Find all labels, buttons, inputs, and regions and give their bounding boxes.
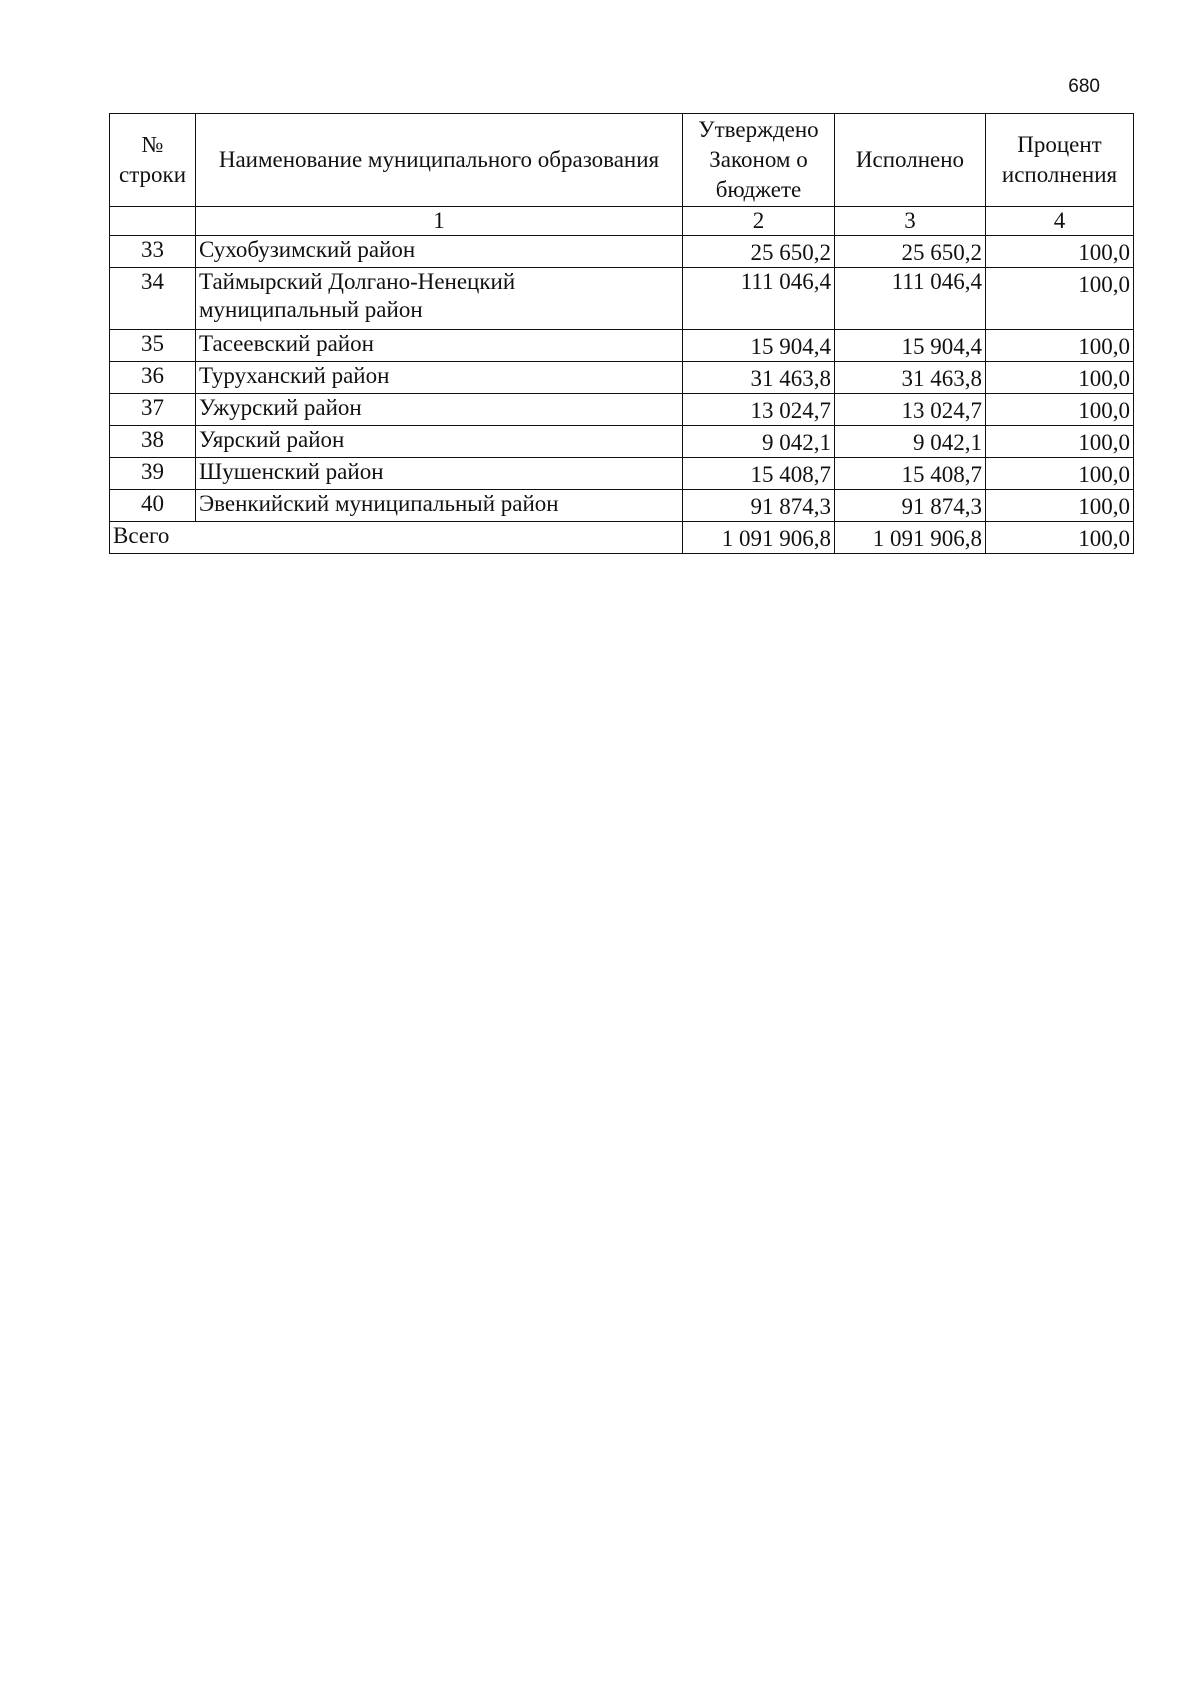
column-index-cell: 2 bbox=[683, 207, 835, 236]
executed-amount: 25 650,2 bbox=[835, 236, 986, 268]
row-number: 38 bbox=[110, 426, 196, 458]
executed-amount: 111 046,4 bbox=[835, 268, 986, 330]
executed-amount: 31 463,8 bbox=[835, 362, 986, 394]
execution-percent: 100,0 bbox=[986, 394, 1134, 426]
header-municipality-name: Наименование муниципального образования bbox=[196, 114, 683, 207]
total-label: Всего bbox=[110, 522, 196, 554]
approved-amount: 15 904,4 bbox=[683, 330, 835, 362]
column-index-cell bbox=[110, 207, 196, 236]
column-index-cell: 3 bbox=[835, 207, 986, 236]
table-row bbox=[110, 426, 1134, 458]
municipality-name: Тасеевский район bbox=[196, 330, 683, 362]
approved-amount: 111 046,4 bbox=[683, 268, 835, 330]
executed-amount: 91 874,3 bbox=[835, 490, 986, 522]
municipality-name: Туруханский район bbox=[196, 362, 683, 394]
table-total-row bbox=[110, 522, 1134, 554]
column-index-cell: 1 bbox=[196, 207, 683, 236]
table-row bbox=[110, 330, 1134, 362]
municipality-name: Сухобузимский район bbox=[196, 236, 683, 268]
execution-percent: 100,0 bbox=[986, 362, 1134, 394]
municipality-name: Эвенкийский муниципальный район bbox=[196, 490, 683, 522]
approved-amount: 25 650,2 bbox=[683, 236, 835, 268]
municipality-name: Ужурский район bbox=[196, 394, 683, 426]
total-label-spacer bbox=[196, 522, 683, 554]
approved-amount: 31 463,8 bbox=[683, 362, 835, 394]
executed-amount: 9 042,1 bbox=[835, 426, 986, 458]
row-number: 36 bbox=[110, 362, 196, 394]
column-index-row bbox=[110, 207, 1134, 236]
municipality-name: Шушенский район bbox=[196, 458, 683, 490]
execution-percent: 100,0 bbox=[986, 458, 1134, 490]
total-executed-amount: 1 091 906,8 bbox=[835, 522, 986, 554]
row-number: 40 bbox=[110, 490, 196, 522]
table-row bbox=[110, 236, 1134, 268]
executed-amount: 13 024,7 bbox=[835, 394, 986, 426]
execution-percent: 100,0 bbox=[986, 268, 1134, 330]
budget-execution-table bbox=[109, 113, 1134, 554]
approved-amount: 91 874,3 bbox=[683, 490, 835, 522]
execution-percent: 100,0 bbox=[986, 426, 1134, 458]
execution-percent: 100,0 bbox=[986, 330, 1134, 362]
row-number: 34 bbox=[110, 268, 196, 330]
execution-percent: 100,0 bbox=[986, 490, 1134, 522]
approved-amount: 13 024,7 bbox=[683, 394, 835, 426]
header-approved-by-law: Утверждено Законом о бюджете bbox=[683, 114, 835, 207]
page-number: 680 bbox=[1068, 76, 1100, 97]
approved-amount: 15 408,7 bbox=[683, 458, 835, 490]
approved-amount: 9 042,1 bbox=[683, 426, 835, 458]
table-row bbox=[110, 268, 1134, 330]
municipality-name: Уярский район bbox=[196, 426, 683, 458]
table-row bbox=[110, 458, 1134, 490]
header-execution-percent: Процент исполнения bbox=[986, 114, 1134, 207]
row-number: 35 bbox=[110, 330, 196, 362]
executed-amount: 15 904,4 bbox=[835, 330, 986, 362]
table-row bbox=[110, 490, 1134, 522]
total-approved-amount: 1 091 906,8 bbox=[683, 522, 835, 554]
header-row-number: № строки bbox=[110, 114, 196, 207]
executed-amount: 15 408,7 bbox=[835, 458, 986, 490]
row-number: 33 bbox=[110, 236, 196, 268]
table-header-row bbox=[110, 114, 1134, 207]
municipality-name: Таймырский Долгано-Ненецкий муниципальный район bbox=[196, 268, 683, 330]
header-executed: Исполнено bbox=[835, 114, 986, 207]
column-index-cell: 4 bbox=[986, 207, 1134, 236]
table-row bbox=[110, 394, 1134, 426]
row-number: 39 bbox=[110, 458, 196, 490]
execution-percent: 100,0 bbox=[986, 236, 1134, 268]
row-number: 37 bbox=[110, 394, 196, 426]
total-execution-percent: 100,0 bbox=[986, 522, 1134, 554]
table-row bbox=[110, 362, 1134, 394]
